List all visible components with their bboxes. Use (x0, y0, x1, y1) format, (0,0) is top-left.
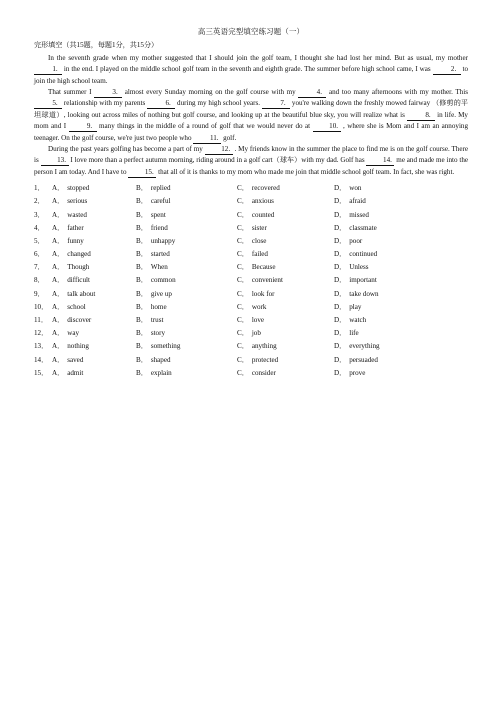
option-letter: A． (52, 355, 65, 364)
option-letter: C． (237, 184, 249, 193)
option-c (237, 223, 334, 234)
question-row (34, 367, 468, 380)
option-letter: C． (237, 289, 249, 298)
option-letter: B． (136, 236, 148, 245)
cloze-blank: 8. (407, 111, 435, 121)
question-number: 12． (34, 329, 49, 338)
passage-text: In the seventh grade when my mother suggested that I should join the golf team, I thought she had lost her mind. But as usual, my mother (48, 53, 468, 62)
question-number: 9． (34, 289, 45, 298)
option-text: shaped (150, 355, 171, 364)
cloze-blank: 7. (262, 99, 290, 109)
question-number: 4． (34, 223, 45, 232)
option-b (136, 262, 237, 273)
option-letter: C． (237, 368, 249, 377)
cloze-blank: 1. (34, 65, 62, 75)
option-letter: C． (237, 263, 249, 272)
option-c (237, 315, 334, 326)
option-text: saved (67, 355, 84, 364)
option-a (52, 315, 136, 326)
option-letter: D． (334, 368, 347, 377)
option-b (136, 368, 237, 379)
option-b (136, 196, 237, 207)
option-letter: B． (136, 276, 148, 285)
option-text: missed (349, 210, 369, 219)
option-letter: B． (136, 302, 148, 311)
option-c (237, 196, 334, 207)
passage-text: That summer I (48, 88, 92, 97)
option-a (52, 302, 136, 313)
question-number: 1． (34, 184, 45, 193)
option-a (52, 210, 136, 221)
passage-text: golf. (223, 133, 237, 142)
passage-text: in the end. I played on the middle school golf team in the seventh and eighth grade. The summer before high school came, I was (63, 65, 431, 74)
option-text: started (150, 250, 170, 259)
option-d (334, 355, 414, 366)
option-text: school (67, 302, 86, 311)
option-text: counted (251, 210, 275, 219)
option-d (334, 183, 414, 194)
option-text: consider (251, 368, 276, 377)
option-letter: A． (52, 197, 65, 206)
option-b (136, 275, 237, 286)
option-c (237, 341, 334, 352)
option-text: job (251, 329, 261, 338)
passage-text: me and made me into the person I am today. And I have to (34, 156, 469, 176)
option-a (52, 341, 136, 352)
question-row (34, 288, 468, 301)
question-row (34, 222, 468, 235)
option-text: convenient (251, 276, 283, 285)
option-text: work (251, 302, 267, 311)
passage-paragraph (34, 87, 468, 144)
option-text: changed (67, 250, 91, 259)
passage-text: many things in the middle of a round of golf that we would never do at (98, 122, 311, 131)
question-number: 5． (34, 236, 45, 245)
option-letter: D． (334, 316, 347, 325)
option-text: persuaded (349, 355, 378, 364)
option-c (237, 249, 334, 260)
option-text: funny (67, 236, 84, 245)
option-letter: A． (52, 236, 65, 245)
passage-text: almost every Sunday morning on the golf course with my (124, 88, 296, 97)
option-letter: C． (237, 210, 249, 219)
answer-options (34, 182, 468, 380)
cloze-blank: 10. (313, 122, 341, 132)
option-text: discover (67, 316, 92, 325)
option-letter: B． (136, 316, 148, 325)
option-letter: B． (136, 355, 148, 364)
option-letter: A． (52, 184, 65, 193)
option-d (334, 210, 414, 221)
question-number: 13． (34, 342, 49, 351)
option-letter: B． (136, 329, 148, 338)
option-letter: A． (52, 250, 65, 259)
option-text: father (67, 223, 84, 232)
option-letter: D． (334, 289, 347, 298)
option-text: nothing (67, 342, 89, 351)
option-letter: D． (334, 250, 347, 259)
cloze-blank: 14. (366, 156, 394, 166)
option-b (136, 355, 237, 366)
option-b (136, 249, 237, 260)
option-text: give up (150, 289, 172, 298)
option-text: way (67, 329, 80, 338)
section-heading: 完形填空（共15题，每题1分，共15分） (34, 41, 159, 50)
option-letter: A． (52, 329, 65, 338)
cloze-blank: 6. (147, 99, 175, 109)
option-letter: C． (237, 197, 249, 206)
question-number: 15． (34, 368, 49, 377)
option-letter: C． (237, 276, 249, 285)
page-title: 高三英语完型填空练习题（一） (197, 27, 305, 36)
option-letter: A． (52, 223, 65, 232)
option-letter: B． (136, 342, 148, 351)
option-text: afraid (349, 197, 366, 206)
passage-text: I love more than a perfect autumn morning, riding around in a golf cart（球车）with my dad. Golf has (70, 156, 365, 165)
question-number: 3． (34, 210, 45, 219)
cloze-blank: 2. (433, 65, 461, 75)
option-letter: D． (334, 263, 347, 272)
option-letter: D． (334, 302, 347, 311)
question-number: 11． (34, 316, 48, 325)
option-text: won (349, 184, 362, 193)
option-d (334, 302, 414, 313)
option-letter: B． (136, 263, 148, 272)
option-b (136, 236, 237, 247)
option-letter: D． (334, 197, 347, 206)
option-letter: D． (334, 329, 347, 338)
option-text: careful (150, 197, 171, 206)
option-d (334, 275, 414, 286)
option-b (136, 183, 237, 194)
option-text: anxious (251, 197, 274, 206)
option-letter: A． (52, 316, 65, 325)
option-text: serious (67, 197, 88, 206)
option-text: recovered (251, 184, 280, 193)
question-number: 2． (34, 197, 45, 206)
option-c (237, 355, 334, 366)
option-letter: C． (237, 236, 249, 245)
question-row (34, 209, 468, 222)
option-letter: B． (136, 250, 148, 259)
cloze-blank: 5. (34, 99, 62, 109)
option-text: story (150, 329, 166, 338)
option-letter: D． (334, 276, 347, 285)
option-text: continued (349, 250, 378, 259)
option-c (237, 289, 334, 300)
option-letter: B． (136, 289, 148, 298)
option-text: common (150, 276, 176, 285)
option-letter: A． (52, 342, 65, 351)
option-letter: D． (334, 184, 347, 193)
option-b (136, 328, 237, 339)
question-row (34, 182, 468, 195)
cloze-blank: 13. (41, 156, 69, 166)
question-row (34, 261, 468, 274)
option-b (136, 341, 237, 352)
option-text: Because (251, 263, 276, 272)
option-text: poor (349, 236, 363, 245)
question-number: 14． (34, 355, 49, 364)
option-letter: D． (334, 223, 347, 232)
option-b (136, 210, 237, 221)
option-text: protected (251, 355, 279, 364)
passage-text: and too many afternoons with my mother. This (328, 88, 468, 97)
option-letter: C． (237, 250, 249, 259)
option-c (237, 275, 334, 286)
option-c (237, 328, 334, 339)
option-letter: A． (52, 302, 65, 311)
option-a (52, 355, 136, 366)
question-row (34, 235, 468, 248)
question-number: 10． (34, 302, 49, 311)
option-text: watch (349, 316, 367, 325)
question-row (34, 248, 468, 261)
passage-text: in life. My mom and I (34, 110, 468, 131)
option-a (52, 236, 136, 247)
option-text: home (150, 302, 167, 311)
option-d (334, 262, 414, 273)
passage-paragraph (34, 144, 468, 178)
option-text: anything (251, 342, 277, 351)
option-d (334, 328, 414, 339)
option-text: friend (150, 223, 168, 232)
option-letter: C． (237, 355, 249, 364)
cloze-passage (34, 53, 468, 178)
passage-text: During the past years golfing has become a part of my (48, 145, 203, 154)
option-a (52, 262, 136, 273)
option-text: close (251, 236, 267, 245)
question-row (34, 341, 468, 354)
option-c (237, 302, 334, 313)
option-letter: D． (334, 236, 347, 245)
option-text: unhappy (150, 236, 176, 245)
option-letter: B． (136, 223, 148, 232)
option-c (237, 210, 334, 221)
option-letter: B． (136, 184, 148, 193)
option-text: spent (150, 210, 166, 219)
option-d (334, 223, 414, 234)
cloze-blank: 15. (128, 168, 156, 178)
option-text: wasted (67, 210, 87, 219)
passage-paragraph (34, 53, 468, 87)
option-text: play (349, 302, 362, 311)
option-d (334, 368, 414, 379)
passage-text: that all of it is thanks to my mom who made me join that middle school golf team. In fact, she was right. (158, 167, 455, 176)
option-c (237, 262, 334, 273)
question-row (34, 301, 468, 314)
option-letter: C． (237, 223, 249, 232)
option-text: failed (251, 250, 268, 259)
option-d (334, 196, 414, 207)
cloze-blank: 9. (69, 122, 97, 132)
option-letter: A． (52, 210, 65, 219)
option-text: When (150, 263, 168, 272)
option-letter: A． (52, 289, 65, 298)
option-c (237, 183, 334, 194)
option-letter: C． (237, 316, 249, 325)
option-d (334, 315, 414, 326)
option-a (52, 249, 136, 260)
option-a (52, 223, 136, 234)
option-b (136, 289, 237, 300)
option-a (52, 183, 136, 194)
option-text: talk about (67, 289, 96, 298)
cloze-blank: 12. (205, 145, 233, 155)
option-text: life (349, 329, 359, 338)
option-text: important (349, 276, 377, 285)
option-d (334, 289, 414, 300)
option-b (136, 302, 237, 313)
passage-text: , where she is Mom and I am an annoying teenager. On the golf course, we're just two people who (34, 122, 469, 142)
question-row (34, 354, 468, 367)
option-letter: C． (237, 329, 249, 338)
passage-text: to join the high school team. (34, 65, 468, 85)
option-text: look for (251, 289, 275, 298)
option-text: everything (349, 342, 380, 351)
option-letter: C． (237, 302, 249, 311)
option-text: Unless (349, 263, 369, 272)
option-text: prove (349, 368, 366, 377)
passage-text: during my high school years. (177, 99, 261, 108)
option-text: classmate (349, 223, 377, 232)
question-row (34, 327, 468, 340)
option-a (52, 196, 136, 207)
option-text: admit (67, 368, 84, 377)
option-a (52, 368, 136, 379)
option-b (136, 315, 237, 326)
question-row (34, 275, 468, 288)
option-text: love (251, 316, 265, 325)
option-b (136, 223, 237, 234)
option-a (52, 289, 136, 300)
option-letter: A． (52, 263, 65, 272)
question-row (34, 314, 468, 327)
option-letter: C． (237, 342, 249, 351)
cloze-blank: 4. (298, 88, 326, 98)
option-d (334, 249, 414, 260)
option-text: stopped (67, 184, 90, 193)
question-number: 7． (34, 263, 45, 272)
option-c (237, 236, 334, 247)
option-text: something (150, 342, 181, 351)
option-letter: D． (334, 342, 347, 351)
option-a (52, 328, 136, 339)
option-c (237, 368, 334, 379)
option-letter: B． (136, 210, 148, 219)
cloze-blank: 11. (193, 134, 221, 144)
option-text: explain (150, 368, 172, 377)
option-letter: A． (52, 276, 65, 285)
option-text: take down (349, 289, 379, 298)
passage-text: . My friends know in the summer the place to find me is on the golf course. There is (34, 145, 468, 165)
option-text: Though (67, 263, 90, 272)
option-letter: B． (136, 368, 148, 377)
option-letter: B． (136, 197, 148, 206)
option-text: trust (150, 316, 164, 325)
option-text: replied (150, 184, 171, 193)
option-a (52, 275, 136, 286)
cloze-blank: 3. (94, 88, 122, 98)
option-d (334, 236, 414, 247)
passage-text: you're walking down the freshly mowed fairway （修剪的平坦球道）, looking out across miles of nothing but golf course, and looking up at the beautiful blue sky, you will realize what is (34, 99, 469, 119)
question-number: 8． (34, 276, 45, 285)
option-letter: A． (52, 368, 65, 377)
option-d (334, 341, 414, 352)
option-letter: D． (334, 355, 347, 364)
question-number: 6． (34, 250, 45, 259)
option-text: sister (251, 223, 267, 232)
option-letter: D． (334, 210, 347, 219)
passage-text: relationship with my parents (63, 99, 146, 108)
question-row (34, 195, 468, 208)
option-text: difficult (67, 276, 90, 285)
